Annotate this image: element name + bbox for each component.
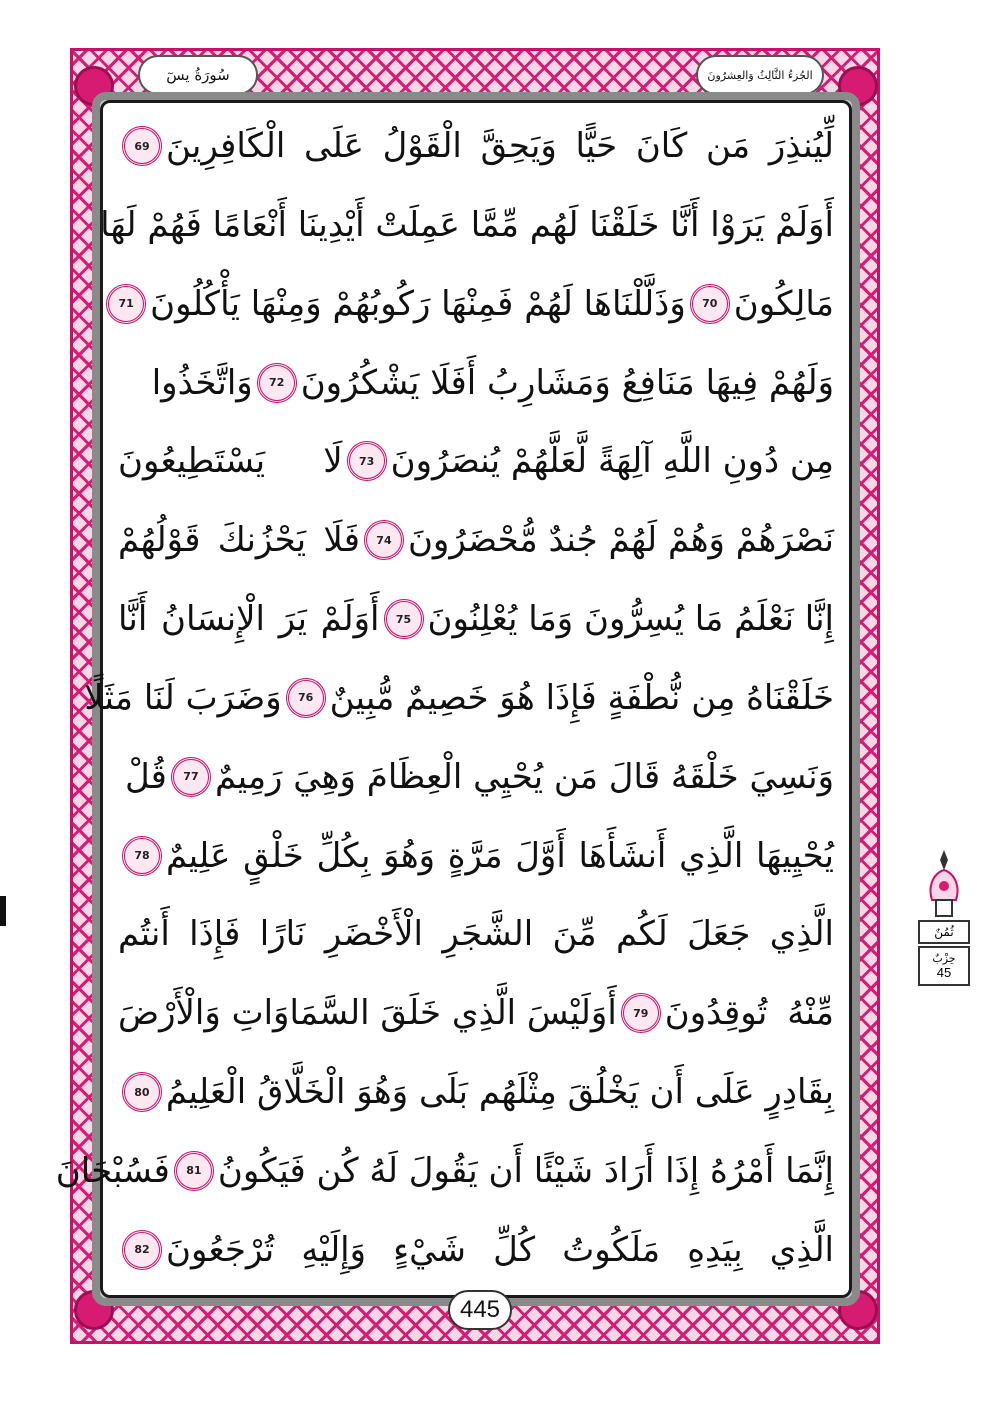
text-line	[118, 1212, 834, 1288]
line-text: خَلَقْنَاهُ مِن نُّطْفَةٍ فَإِذَا هُوَ خَصِيمٌ مُّبِينٌ	[329, 677, 834, 718]
line-text: مِّنْهُ تُوقِدُونَ	[664, 993, 834, 1034]
surah-name-text: سُورَةُ يسٓ	[166, 66, 230, 84]
ayah-number-marker: 70	[690, 284, 730, 324]
text-line	[118, 1054, 834, 1130]
juz-name-text: الجُزءُ الثَّالِثُ وَالعِشرُونَ	[707, 68, 813, 82]
page-edge-mark	[0, 896, 6, 926]
page-number	[448, 1290, 512, 1330]
ayah-number-marker: 82	[122, 1230, 162, 1270]
ornament-icon	[926, 848, 962, 918]
juz-name-label	[696, 55, 824, 95]
hizb-label: حِزْبٌ	[932, 952, 956, 965]
line-text: بِقَادِرٍ عَلَى أَن يَخْلُقَ مِثْلَهُم بَلَى وَهُوَ الْخَلَّاقُ الْعَلِيمُ	[165, 1072, 834, 1113]
line-text: أَوَلَيْسَ الَّذِي خَلَقَ السَّمَاوَاتِ وَالْأَرْضَ	[118, 993, 617, 1034]
page-number-text: 445	[459, 1296, 501, 1323]
text-line	[100, 187, 834, 263]
line-text: أَوَلَمْ يَرَوْا أَنَّا خَلَقْنَا لَهُم مِّمَّا عَمِلَتْ أَيْدِينَا أَنْعَامًا فَهُمْ لَهَا	[100, 204, 834, 245]
line-text: فَلَا يَحْزُنكَ قَوْلُهُمْ	[118, 520, 360, 561]
line-text: الَّذِي بِيَدِهِ مَلَكُوتُ كُلِّ شَيْءٍ وَإِلَيْهِ تُرْجَعُونَ	[166, 1229, 834, 1270]
hizb-box	[918, 946, 970, 986]
ayah-number-marker: 81	[174, 1151, 214, 1191]
text-line	[118, 818, 834, 894]
ayah-number-marker: 76	[286, 678, 326, 718]
ayah-number-marker: 77	[171, 757, 211, 797]
line-text: لِّيُنذِرَ مَن كَانَ حَيًّا وَيَحِقَّ الْقَوْلُ عَلَى الْكَافِرِينَ	[166, 126, 834, 166]
text-line	[118, 581, 834, 657]
line-text: قُلْ	[124, 756, 167, 797]
line-text: وَذَلَّلْنَاهَا لَهُمْ فَمِنْهَا رَكُوبُهُمْ وَمِنْهَا يَأْكُلُونَ	[150, 283, 686, 324]
ayah-number-marker: 80	[122, 1072, 162, 1112]
text-line	[118, 108, 834, 184]
line-text: إِنَّمَا أَمْرُهُ إِذَا أَرَادَ شَيْئًا أَن يَقُولَ لَهُ كُن فَيَكُونُ	[217, 1150, 834, 1191]
line-text: مَالِكُونَ	[733, 283, 834, 324]
line-text: الَّذِي جَعَلَ لَكُم مِّنَ الشَّجَرِ الْأَخْضَرِ نَارًا فَإِذَا أَنتُم	[118, 914, 834, 955]
text-line	[118, 345, 834, 421]
ayah-number-marker: 73	[347, 441, 387, 481]
line-text: وَاتَّخَذُوا	[151, 362, 253, 403]
line-text: يُحْيِيهَا الَّذِي أَنشَأَهَا أَوَّلَ مَرَّةٍ وَهُوَ بِكُلِّ خَلْقٍ عَلِيمٌ	[166, 835, 834, 876]
text-line	[118, 266, 834, 342]
ayah-number-marker: 69	[122, 126, 162, 166]
ayah-number-marker: 74	[364, 520, 404, 560]
line-text: إِنَّا نَعْلَمُ مَا يُسِرُّونَ وَمَا يُعْلِنُونَ	[427, 599, 834, 640]
ayah-number-marker: 72	[257, 363, 297, 403]
line-text: مِن دُونِ اللَّهِ آلِهَةً لَّعَلَّهُمْ يُنصَرُونَ	[390, 441, 834, 482]
text-line	[118, 975, 834, 1051]
hizb-margin-marker	[918, 848, 970, 988]
ayah-number-marker: 71	[106, 284, 146, 324]
line-text: لَا يَسْتَطِيعُونَ	[118, 441, 343, 482]
text-line	[55, 1133, 834, 1209]
text-line	[118, 423, 834, 499]
line-text: فَسُبْحَانَ	[55, 1150, 170, 1191]
line-text: أَوَلَمْ يَرَ الْإِنسَانُ أَنَّا	[118, 599, 380, 640]
text-line	[84, 660, 834, 736]
surah-name-label	[138, 55, 258, 95]
ayah-number-marker: 78	[122, 836, 162, 876]
ayah-number-marker: 75	[384, 599, 424, 639]
text-line	[118, 739, 834, 815]
line-text: وَنَسِيَ خَلْقَهُ قَالَ مَن يُحْيِي الْعِظَامَ وَهِيَ رَمِيمٌ	[214, 756, 834, 797]
thumun-label	[918, 920, 970, 944]
line-text: وَلَهُمْ فِيهَا مَنَافِعُ وَمَشَارِبُ أَفَلَا يَشْكُرُونَ	[300, 362, 834, 403]
thumun-text: ثُمُنٌ	[934, 925, 954, 939]
line-text: وَضَرَبَ لَنَا مَثَلًا	[84, 677, 282, 718]
line-text: نَصْرَهُمْ وَهُمْ لَهُمْ جُندٌ مُّحْضَرُونَ	[407, 520, 834, 561]
quran-text-body	[55, 108, 834, 1288]
ayah-number-marker: 79	[621, 993, 661, 1033]
text-line	[118, 502, 834, 578]
hizb-number: 45	[936, 965, 952, 980]
text-line	[118, 896, 834, 972]
